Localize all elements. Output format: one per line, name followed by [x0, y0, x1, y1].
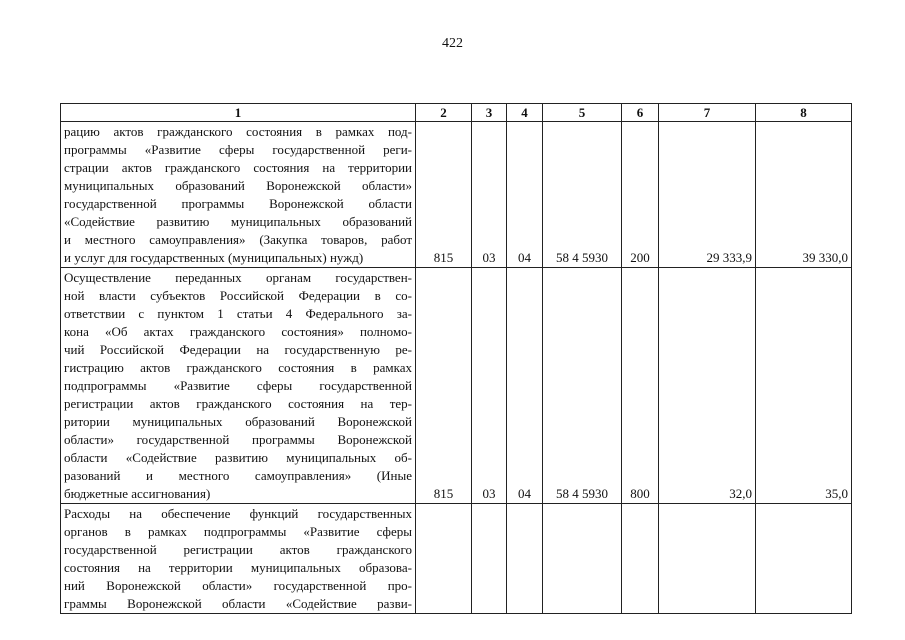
description-line: ной власти субъектов Российской Федерации в со- [64, 288, 412, 303]
expense-type-code: 200 [622, 122, 659, 268]
description-line: государственной регистрации актов гражданского [64, 542, 412, 557]
amount-col7: 32,0 [659, 268, 756, 504]
table-row [61, 122, 852, 268]
column-header-8: 8 [756, 104, 852, 122]
target-article-code [543, 504, 622, 614]
subsection-code: 04 [507, 268, 543, 504]
description-line: гистрацию актов гражданского состояния в рамках [64, 360, 412, 375]
row-description [61, 122, 416, 268]
description-line: страции актов гражданского состояния на территории [64, 160, 412, 175]
ministry-code [416, 504, 472, 614]
description-line: муниципальных образований Воронежской области» [64, 178, 412, 193]
description-line: программы «Развитие сферы государственной реги- [64, 142, 412, 157]
table-row [61, 504, 852, 614]
description-line: государственной программы Воронежской области [64, 196, 412, 211]
page-number: 422 [442, 36, 463, 51]
row-description [61, 504, 416, 614]
description-line: области» государственной программы Воронежской [64, 432, 412, 447]
section-code [472, 504, 507, 614]
description-line: разований и местного самоуправления» (Иные [64, 468, 412, 483]
description-line: ритории муниципальных образований Воронежской [64, 414, 412, 429]
column-header-2: 2 [416, 104, 472, 122]
amount-col8: 39 330,0 [756, 122, 852, 268]
section-code: 03 [472, 122, 507, 268]
description-line: Осуществление переданных органам государствен- [64, 270, 412, 285]
column-header-4: 4 [507, 104, 543, 122]
column-header-1: 1 [61, 104, 416, 122]
description-line: рацию актов гражданского состояния в рамках под- [64, 124, 412, 139]
table-header-row [61, 104, 852, 122]
description-line: ний Воронежской области» государственной про- [64, 578, 412, 593]
description-line: чий Российской Федерации на государственную ре- [64, 342, 412, 357]
ministry-code: 815 [416, 122, 472, 268]
description-line: и услуг для государственных (муниципальных) нужд) [64, 250, 364, 265]
column-header-5: 5 [543, 104, 622, 122]
subsection-code: 04 [507, 122, 543, 268]
description-line: «Содействие развитию муниципальных образований [64, 214, 412, 229]
target-article-code: 58 4 5930 [543, 122, 622, 268]
description-line: Расходы на обеспечение функций государственных [64, 506, 412, 521]
description-line: области «Содействие развитию муниципальных об- [64, 450, 412, 465]
description-line: органов в рамках подпрограммы «Развитие сферы [64, 524, 412, 539]
row-description [61, 268, 416, 504]
table-row [61, 268, 852, 504]
ministry-code: 815 [416, 268, 472, 504]
budget-table [60, 103, 852, 614]
description-line: бюджетные ассигнования) [64, 486, 211, 501]
column-header-3: 3 [472, 104, 507, 122]
subsection-code [507, 504, 543, 614]
description-line: состояния на территории муниципальных образова- [64, 560, 412, 575]
column-header-7: 7 [659, 104, 756, 122]
target-article-code: 58 4 5930 [543, 268, 622, 504]
description-line: ответствии с пунктом 1 статьи 4 Федерального за- [64, 306, 412, 321]
description-line: и местного самоуправления» (Закупка товаров, работ [64, 232, 412, 247]
description-line: регистрации актов гражданского состояния на тер- [64, 396, 412, 411]
description-line: граммы Воронежской области «Содействие разви- [64, 596, 412, 611]
section-code: 03 [472, 268, 507, 504]
amount-col8 [756, 504, 852, 614]
description-line: кона «Об актах гражданского состояния» полномо- [64, 324, 412, 339]
amount-col8: 35,0 [756, 268, 852, 504]
expense-type-code: 800 [622, 268, 659, 504]
amount-col7 [659, 504, 756, 614]
expense-type-code [622, 504, 659, 614]
amount-col7: 29 333,9 [659, 122, 756, 268]
column-header-6: 6 [622, 104, 659, 122]
description-line: подпрограммы «Развитие сферы государственной [64, 378, 412, 393]
